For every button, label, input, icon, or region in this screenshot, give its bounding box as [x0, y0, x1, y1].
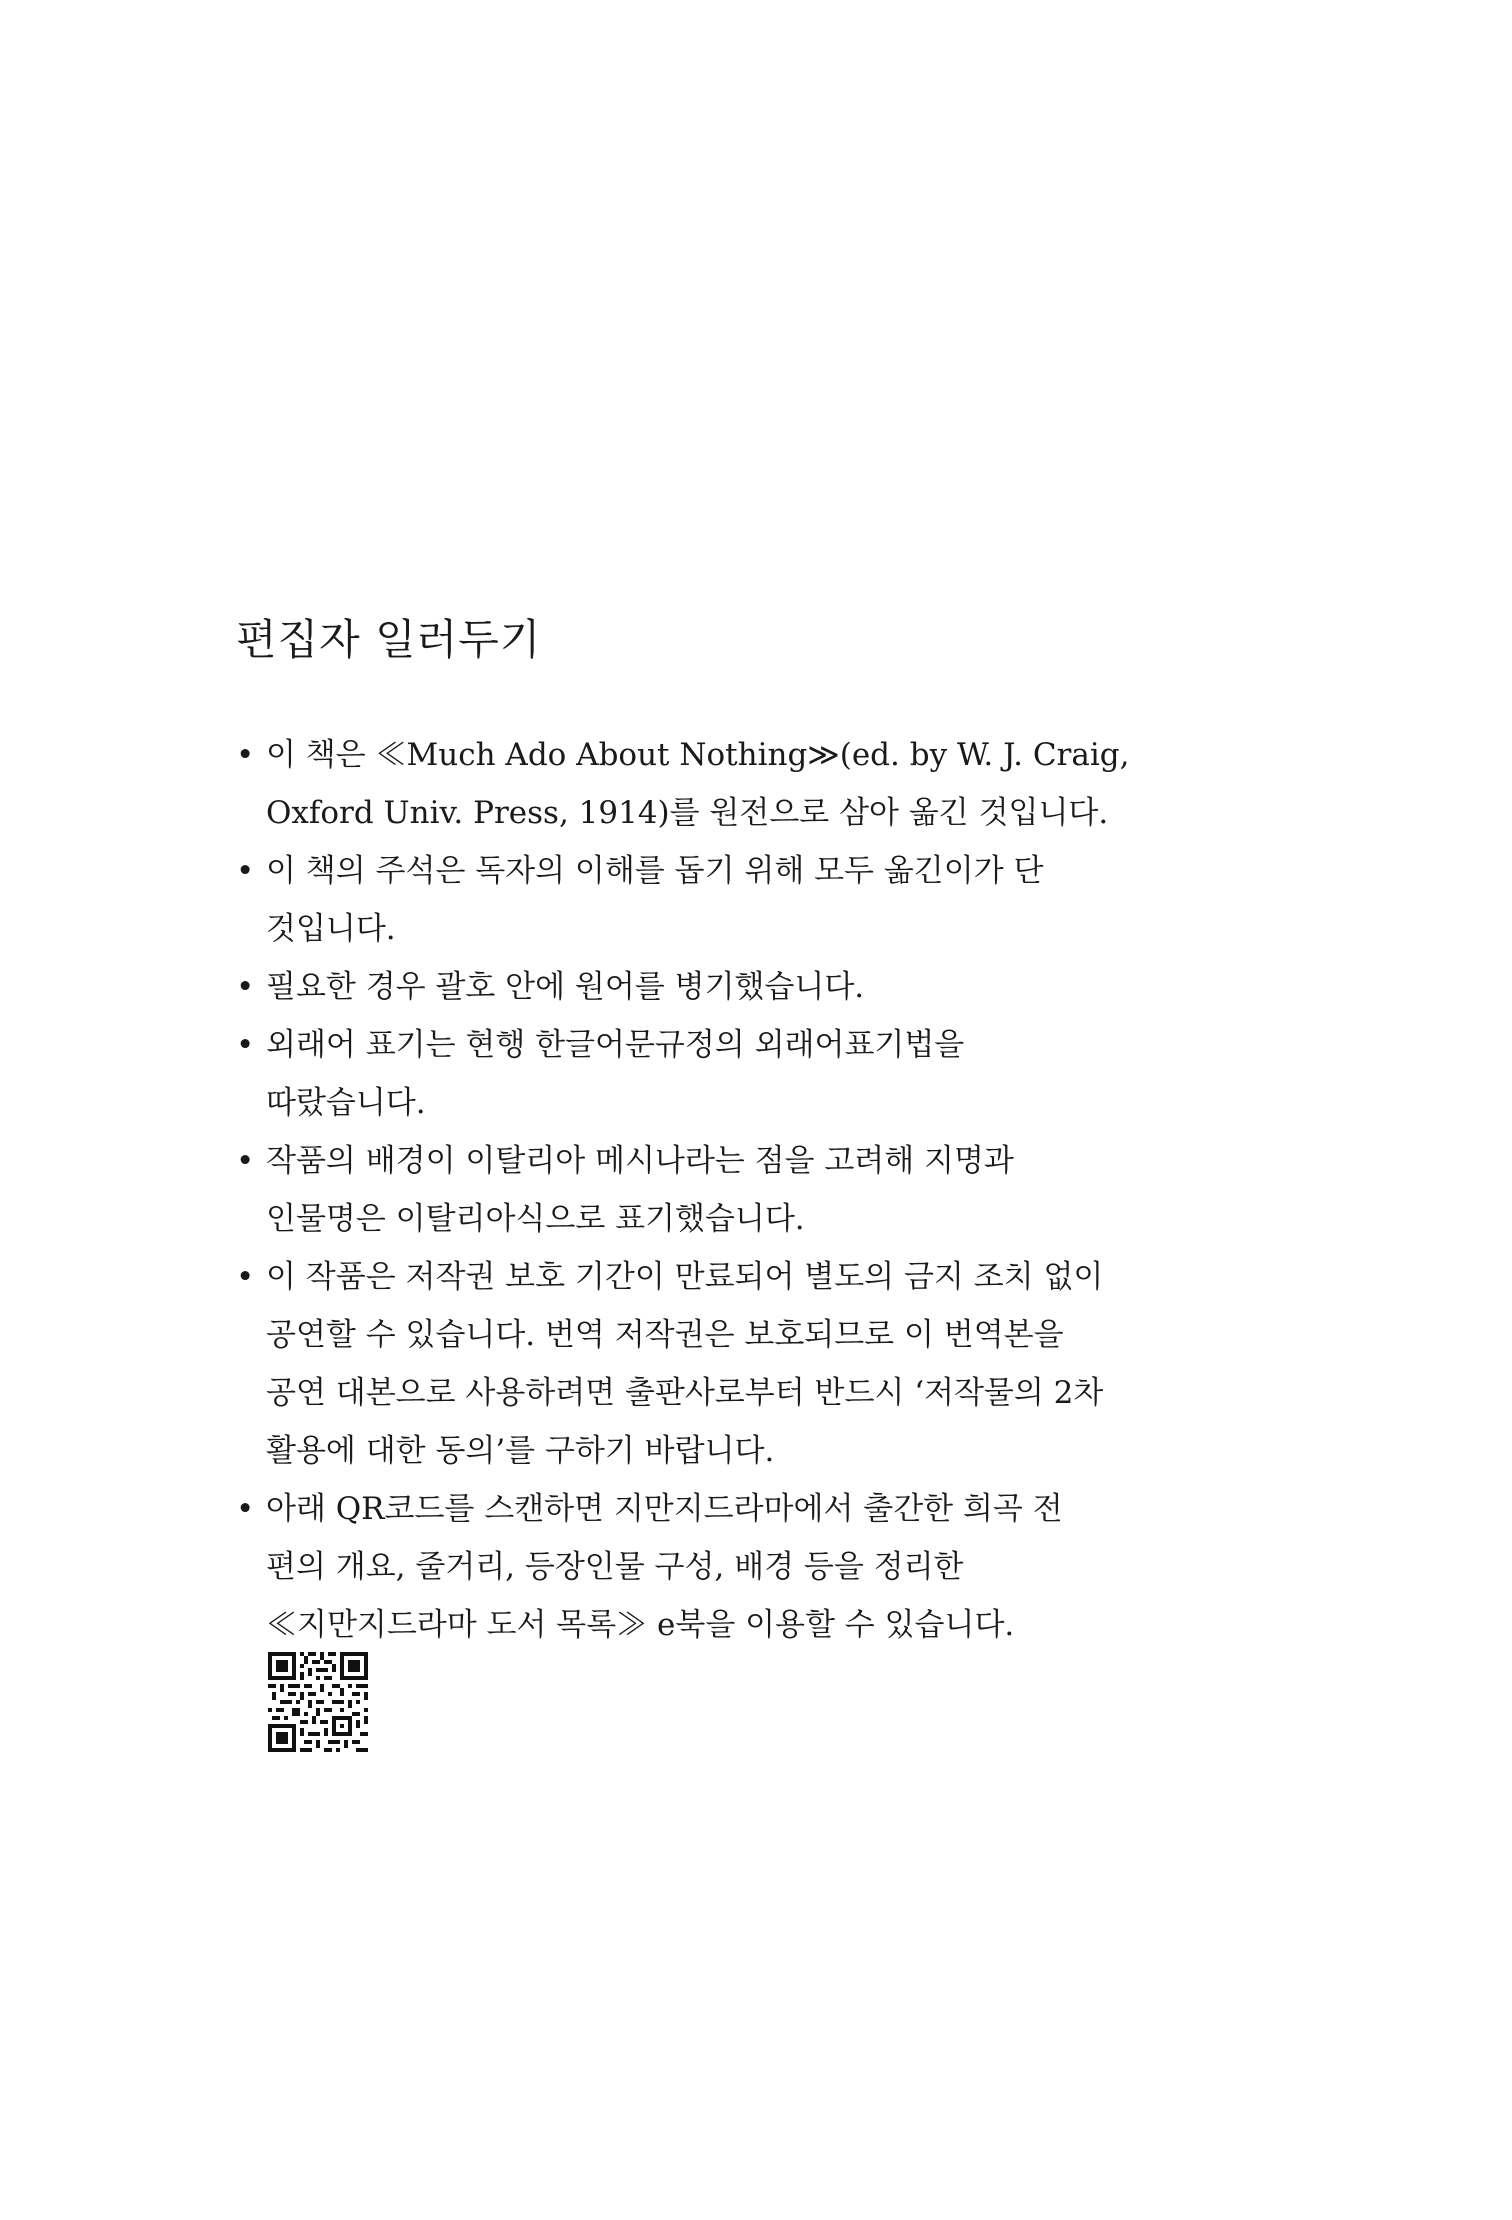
- note-text: 이 책의 주석은 독자의 이해를 돕기 위해 모두 옮긴이가 단 것입니다.: [266, 853, 1044, 947]
- note-item-qr-info: [236, 1480, 1296, 1654]
- note-item-original-words: [236, 958, 1296, 1016]
- note-item-source: [236, 726, 1296, 842]
- bullet-icon: •: [236, 853, 255, 889]
- bullet-icon: •: [236, 1143, 255, 1179]
- note-item-loanwords: [236, 1016, 1296, 1132]
- note-text: 외래어 표기는 현행 한글어문규정의 외래어표기법을 따랐습니다.: [266, 1027, 965, 1121]
- note-text: 이 책은 ≪Much Ado About Nothing≫(ed. by W. J. Craig, Oxford Univ. Press, 1914)를 원전으로 삼아 옮긴 것입니다.: [266, 737, 1130, 831]
- bullet-icon: •: [236, 737, 255, 773]
- editor-notes: [236, 610, 1296, 1654]
- note-item-place-names: [236, 1132, 1296, 1248]
- bullet-icon: •: [236, 1027, 255, 1063]
- notes-title: 편집자 일러두기: [236, 615, 542, 664]
- note-item-copyright: [236, 1248, 1296, 1480]
- note-item-annotations: [236, 842, 1296, 958]
- note-text: 아래 QR코드를 스캔하면 지만지드라마에서 출간한 희곡 전 편의 개요, 줄거리, 등장인물 구성, 배경 등을 정리한 ≪지만지드라마 도서 목록≫ e북을 이용할 수 있습니다.: [266, 1491, 1063, 1643]
- bullet-icon: •: [236, 969, 255, 1005]
- note-text: 이 작품은 저작권 보호 기간이 만료되어 별도의 금지 조치 없이 공연할 수 있습니다. 번역 저작권은 보호되므로 이 번역본을 공연 대본으로 사용하려면 출판사로부터 반드시 ‘저작물의 2차 활용에 대한 동의’를 구하기 바랍니다.: [266, 1259, 1104, 1469]
- bullet-icon: •: [236, 1259, 255, 1295]
- note-text: 작품의 배경이 이탈리아 메시나라는 점을 고려해 지명과 인물명은 이탈리아식으로 표기했습니다.: [266, 1143, 1014, 1237]
- qr-code-icon[interactable]: [268, 1652, 368, 1752]
- note-text: 필요한 경우 괄호 안에 원어를 병기했습니다.: [266, 969, 865, 1005]
- notes-list: [236, 726, 1296, 1654]
- bullet-icon: •: [236, 1491, 255, 1527]
